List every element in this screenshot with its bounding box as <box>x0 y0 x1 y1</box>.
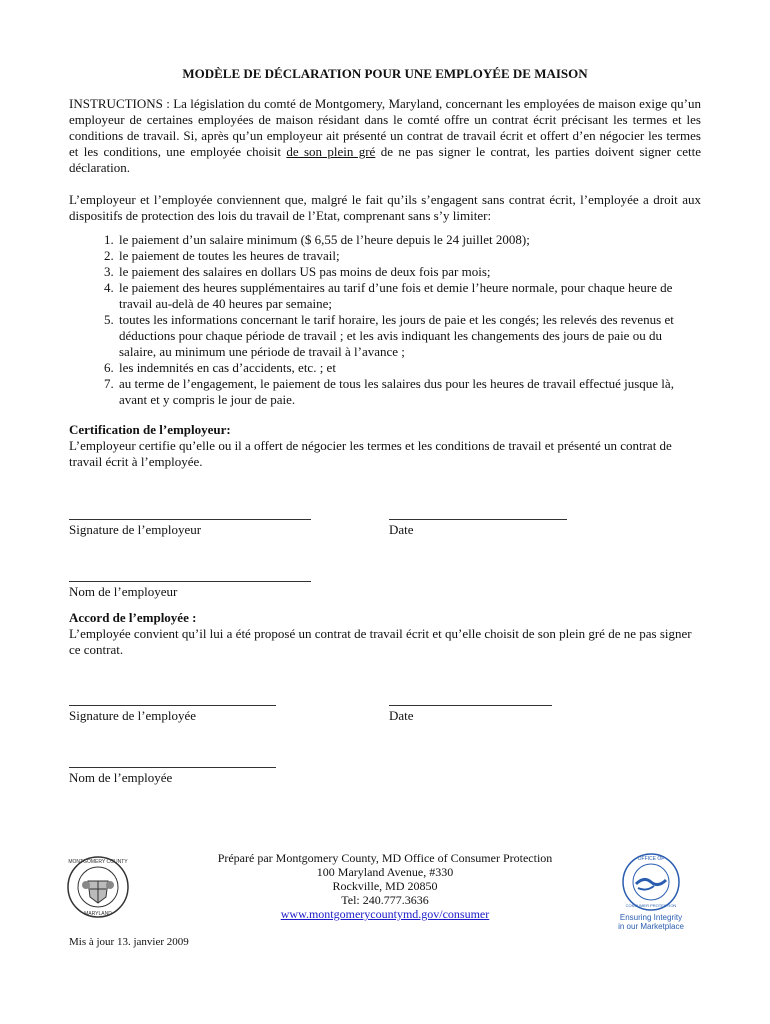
employee-heading: Accord de l’employée : <box>69 610 197 625</box>
seal-bottom-text: CONSUMER PROTECTION <box>625 903 677 908</box>
employer-signature-line[interactable] <box>69 506 311 520</box>
employee-signature-line[interactable] <box>69 692 276 706</box>
instructions-paragraph <box>69 96 701 176</box>
employer-signature-label: Signature de l’employeur <box>69 522 202 537</box>
footer <box>0 851 770 921</box>
document-title: MODÈLE DE DÉCLARATION POUR UNE EMPLOYÉE DE MAISON <box>182 66 588 81</box>
employer-cert-heading: Certification de l’employeur: <box>69 422 231 437</box>
employer-name-line[interactable] <box>69 568 311 582</box>
agreement-paragraph: L’employeur et l’employée conviennent que, malgré le fait qu’ils s’engagent sans contrat écrit, l’employée a droit aux dispositifs de protection des lois du travail de l’Etat, comprenant sans s’y limiter: <box>69 192 701 223</box>
employee-date-label: Date <box>389 708 414 723</box>
employer-date-line[interactable] <box>389 506 567 520</box>
list-item: 3. le paiement des salaires en dollars US pas moins de deux fois par mois; <box>117 264 701 280</box>
list-item: 2. le paiement de toutes les heures de travail; <box>117 248 701 264</box>
seal-top-text: OFFICE OF <box>637 856 665 862</box>
employee-name-label: Nom de l’employée <box>69 770 173 785</box>
employee-text: L’employée convient qu’il lui a été proposé un contrat de travail écrit et qu’elle choisit de son plein gré de ne pas signer ce contrat. <box>69 626 692 657</box>
employer-signature-row <box>69 506 701 538</box>
footer-address-1: 100 Maryland Avenue, #330 <box>316 865 454 879</box>
employer-name-label: Nom de l’employeur <box>69 584 178 599</box>
county-seal-bottom-text: MARYLAND <box>84 911 112 917</box>
footer-link[interactable]: www.montgomerycountymd.gov/consumer <box>280 907 490 921</box>
employer-cert-text: L’employeur certifie qu’elle ou il a offert de négocier les termes et les conditions de travail et présenté un contrat de travail écrit à l’employée. <box>69 438 672 469</box>
employer-name-row <box>69 568 701 600</box>
instructions-underlined: de son plein gré <box>286 144 376 159</box>
list-item: 7. au terme de l’engagement, le paiement de tous les salaires dus pour les heures de travail effectué jusque là, avant et y compris le jour de paie. <box>117 376 701 408</box>
seal-tagline-2: in our Marketplace <box>618 922 684 931</box>
employee-name-row <box>69 754 701 786</box>
employer-date-label: Date <box>389 522 414 537</box>
instructions-text-end: de ne pas signer le contrat, les parties doivent signer cette déclaration. <box>69 144 701 175</box>
rights-list <box>69 232 701 408</box>
county-seal-top-text: MONTGOMERY COUNTY <box>68 859 128 865</box>
employee-name-line[interactable] <box>69 754 276 768</box>
list-item: 6. les indemnités en cas d’accidents, etc. ; et <box>117 360 701 376</box>
list-item: 4. le paiement des heures supplémentaires au tarif d’une fois et demie l’heure normale, pour chaque heure de travail au-delà de 40 heures par semaine; <box>117 280 701 312</box>
seal-tagline-1: Ensuring Integrity <box>619 913 683 922</box>
employee-date-line[interactable] <box>389 692 552 706</box>
updated-date: Mis à jour 13. janvier 2009 <box>69 936 189 948</box>
footer-tel: Tel: 240.777.3636 <box>341 893 429 907</box>
list-item: 5. toutes les informations concernant le tarif horaire, les jours de paie et les congés; les relevés des revenus et déductions pour chaque période de travail ; et les avis indiquant les changements des jours de paie ou du salaire, au minimum une période de travail à l’avance ; <box>117 312 701 360</box>
employee-signature-row <box>69 692 701 724</box>
instructions-text: INSTRUCTIONS : La législation du comté de Montgomery, Maryland, concernant les employées de maison exige qu’un employeur de certaines employées de maison résidant dans le comté offre un contrat écrit précisant les termes et les conditions de travail. Si, après qu’un employeur ait présenté un contrat de travail écrit et offert d’en négocier les termes et les conditions, une employée choisit <box>69 96 701 159</box>
footer-prepared-by: Préparé par Montgomery County, MD Office of Consumer Protection <box>217 851 553 865</box>
footer-address-2: Rockville, MD 20850 <box>332 879 438 893</box>
document <box>69 66 701 786</box>
employee-signature-label: Signature de l’employée <box>69 708 197 723</box>
list-item: 1. le paiement d’un salaire minimum ($ 6,55 de l’heure depuis le 24 juillet 2008); <box>117 232 701 248</box>
